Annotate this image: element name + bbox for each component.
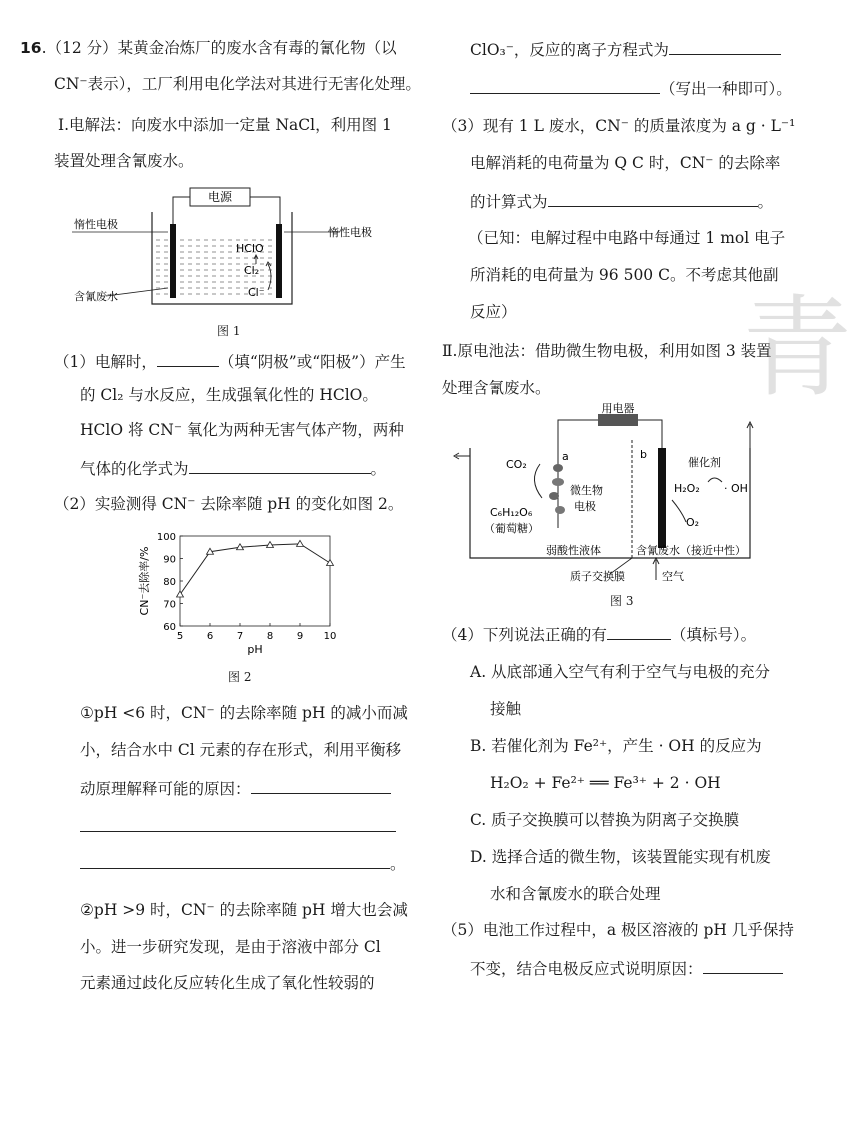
o2-arrow — [672, 500, 686, 522]
q2a-line5 — [80, 852, 406, 874]
option-a-line2: 接触 — [490, 700, 522, 718]
option-b-line1: B. 若催化剂为 Fe²⁺，产生 · OH 的反应为 — [470, 737, 762, 755]
cl-ion-label: Cl⁻ — [248, 286, 265, 299]
microbe-label-2: 电极 — [574, 500, 596, 513]
hclo-label: HClO — [236, 242, 264, 255]
glucose-formula: C₆H₁₂O₆ — [490, 506, 533, 519]
oh-label: · OH — [724, 482, 748, 495]
q2b-right-line2 — [470, 77, 792, 99]
x-axis-label: pH — [247, 643, 263, 656]
part1-line2: 装置处理含氰废水。 — [54, 152, 194, 170]
option-d-line2: 水和含氰废水的联合处理 — [490, 885, 661, 903]
waste-neutral-label: 含氰废水（接近中性） — [636, 544, 746, 557]
power-label: 电源 — [207, 190, 233, 204]
q2a-line2: 小，结合水中 Cl 元素的存在形式，利用平衡移 — [80, 741, 402, 759]
q1-period: 。 — [370, 460, 387, 478]
x-tick-label-6: 6 — [206, 631, 214, 642]
q5-blank[interactable] — [703, 957, 783, 974]
q2b-equation-prompt: ClO₃⁻，反应的离子方程式为 — [470, 41, 669, 59]
q5-line1: （5）电池工作过程中，a 极区溶液的 pH 几乎保持 — [442, 921, 794, 939]
q2b-line2: 小。进一步研究发现，是由于溶液中部分 Cl — [80, 938, 381, 956]
q1-line4 — [80, 457, 386, 479]
q4-line1 — [442, 623, 756, 645]
q3-note-line2: 所消耗的电荷量为 96 500 C。不考虑其他副 — [470, 266, 779, 284]
glucose-name: （葡萄糖） — [484, 522, 539, 535]
co2-label: CO₂ — [506, 458, 527, 471]
x-tick-label-10: 10 — [323, 631, 337, 642]
y-tick-label-100: 100 — [156, 532, 176, 543]
electrolysis-diagram — [60, 180, 400, 340]
q2-line1: （2）实验测得 CN⁻ 去除率随 pH 的变化如图 2。 — [54, 495, 404, 513]
option-a-line1: A. 从底部通入空气有利于空气与电极的充分 — [470, 663, 771, 681]
series-line — [180, 544, 330, 595]
q1-hint: （填“阴极”或“阳极”）产生 — [218, 353, 406, 371]
electrode-b-label: b — [640, 448, 647, 461]
air-label: 空气 — [662, 570, 684, 583]
x-tick-label-7: 7 — [236, 631, 244, 642]
q4-hint: （填标号）。 — [670, 626, 757, 644]
part2-line2: 处理含氰废水。 — [442, 379, 551, 397]
q1-line3: HClO 将 CN⁻ 氧化为两种无害气体产物，两种 — [80, 421, 404, 439]
q3-prompt: 的计算式为 — [470, 193, 548, 211]
chart-frame — [180, 536, 330, 626]
microbe-2 — [552, 478, 564, 486]
electrode-b — [658, 448, 666, 548]
q2b-blank-1[interactable] — [669, 38, 781, 55]
figure-2 — [130, 530, 350, 670]
o2-label: O₂ — [686, 516, 700, 529]
q3-note-line3: 反应） — [470, 303, 517, 321]
y-axis-label: CN⁻去除率/% — [138, 546, 151, 616]
removal-rate-chart — [130, 530, 350, 670]
calligraphy-watermark: 青 — [742, 284, 852, 412]
option-b-line2: H₂O₂ + Fe²⁺ ══ Fe³⁺ + 2 · OH — [490, 774, 721, 792]
q2b-hint: （写出一种即可）。 — [660, 80, 792, 98]
q2a-blank-1[interactable] — [251, 777, 391, 794]
y-tick-label-70: 70 — [163, 599, 176, 611]
q2b-right-line1 — [470, 38, 781, 60]
x-tick-label-5: 5 — [176, 631, 184, 642]
x-tick-label-9: 9 — [296, 631, 304, 642]
x-tick-label-8: 8 — [266, 631, 274, 642]
h2o2-label: H₂O₂ — [674, 482, 700, 495]
q3-note-line1: （已知：电解过程中电路中每通过 1 mol 电子 — [468, 229, 786, 247]
weak-acid-label: 弱酸性液体 — [546, 544, 601, 557]
microbe-label-1: 微生物 — [570, 484, 603, 497]
h2o2-to-oh-arrow — [708, 478, 722, 482]
y-tick-label-90: 90 — [163, 554, 176, 566]
wire-a — [558, 420, 598, 448]
fig2-caption: 图 2 — [228, 670, 252, 684]
option-d-line1: D. 选择合适的微生物，该装置能实现有机废 — [470, 848, 771, 866]
glucose-to-co2-arrow — [534, 464, 542, 498]
q1-line2: 的 Cl₂ 与水反应，生成强氧化性的 HClO。 — [80, 386, 378, 404]
q2a-prompt: 动原理解释可能的原因： — [80, 780, 251, 798]
q16-intro-line1 — [20, 38, 397, 58]
figure-1 — [60, 180, 400, 340]
data-point-5 — [177, 591, 184, 597]
q2a-line4 — [80, 815, 396, 837]
q2b-line1: ②pH >9 时，CN⁻ 的去除率随 pH 增大也会减 — [80, 901, 408, 919]
microbe-4 — [555, 506, 565, 514]
part1-line1: Ⅰ.电解法：向废水中添加一定量 NaCl，利用图 1 — [58, 116, 392, 134]
q1-line1 — [54, 350, 406, 372]
figure-3 — [450, 402, 770, 608]
wire-b — [638, 420, 662, 448]
appliance-label: 用电器 — [601, 402, 635, 415]
q2a-period: 。 — [390, 855, 406, 873]
waste-label: 含氰废水 — [74, 290, 118, 303]
q2a-blank-3[interactable] — [80, 852, 390, 869]
electrode-a-label: a — [562, 450, 569, 463]
q3-line1: （3）现有 1 L 废水，CN⁻ 的质量浓度为 a g · L⁻¹ — [442, 117, 796, 135]
q16-number: 16 — [20, 39, 42, 57]
q1-prefix: （1）电解时， — [54, 353, 157, 371]
data-point-9 — [297, 540, 304, 546]
q4-prompt: （4）下列说法正确的有 — [442, 626, 607, 644]
galvanic-cell-diagram — [450, 402, 770, 608]
appliance-box — [598, 414, 638, 426]
microbe-3 — [549, 492, 559, 500]
q2a-blank-2[interactable] — [80, 815, 396, 832]
q5-line2 — [470, 957, 783, 979]
option-c: C. 质子交换膜可以替换为阴离子交换膜 — [470, 811, 740, 829]
q5-prompt: 不变，结合电极反应式说明原因： — [470, 960, 703, 978]
left-electrode-label: 惰性电极 — [74, 218, 118, 231]
q2b-line3: 元素通过歧化反应转化生成了氧化性较弱的 — [80, 974, 375, 992]
y-tick-label-80: 80 — [163, 577, 176, 588]
microbe-1 — [553, 464, 563, 472]
q2b-blank-2[interactable] — [470, 77, 660, 94]
part2-line1: Ⅱ.原电池法：借助微生物电极，利用如图 3 装置 — [442, 342, 772, 360]
membrane-label: 质子交换膜 — [570, 570, 625, 583]
catalyst-label: 催化剂 — [688, 456, 721, 469]
cl-to-cl2-arrow — [268, 264, 271, 290]
q1-gas-prompt: 气体的化学式为 — [80, 460, 189, 478]
q3-period: 。 — [757, 193, 774, 211]
q1-blank-electrode[interactable] — [157, 350, 219, 367]
q2a-line3 — [80, 777, 391, 799]
fig3-caption: 图 3 — [610, 594, 634, 608]
q1-blank-gases[interactable] — [189, 457, 371, 474]
cl2-label: Cl₂ — [244, 264, 260, 277]
right-electrode-label: 惰性电极 — [328, 226, 372, 239]
data-point-10 — [327, 560, 334, 566]
right-wire — [250, 197, 280, 224]
left-electrode — [170, 224, 176, 298]
y-tick-label-60: 60 — [163, 622, 176, 633]
left-wire — [173, 197, 190, 224]
q3-line2: 电解消耗的电荷量为 Q C 时，CN⁻ 的去除率 — [470, 154, 781, 172]
q2a-line1: ①pH <6 时，CN⁻ 的去除率随 pH 的减小而减 — [80, 704, 408, 722]
q3-line3 — [470, 190, 773, 212]
right-electrode — [276, 224, 282, 298]
q3-blank[interactable] — [548, 190, 758, 207]
fig1-caption: 图 1 — [217, 324, 241, 338]
q16-intro-text: .（12 分）某黄金冶炼厂的废水含有毒的氰化物（以 — [41, 39, 397, 57]
q4-blank[interactable] — [607, 623, 671, 640]
q16-intro-line2: CN⁻表示），工厂利用电化学法对其进行无害化处理。 — [54, 75, 421, 93]
